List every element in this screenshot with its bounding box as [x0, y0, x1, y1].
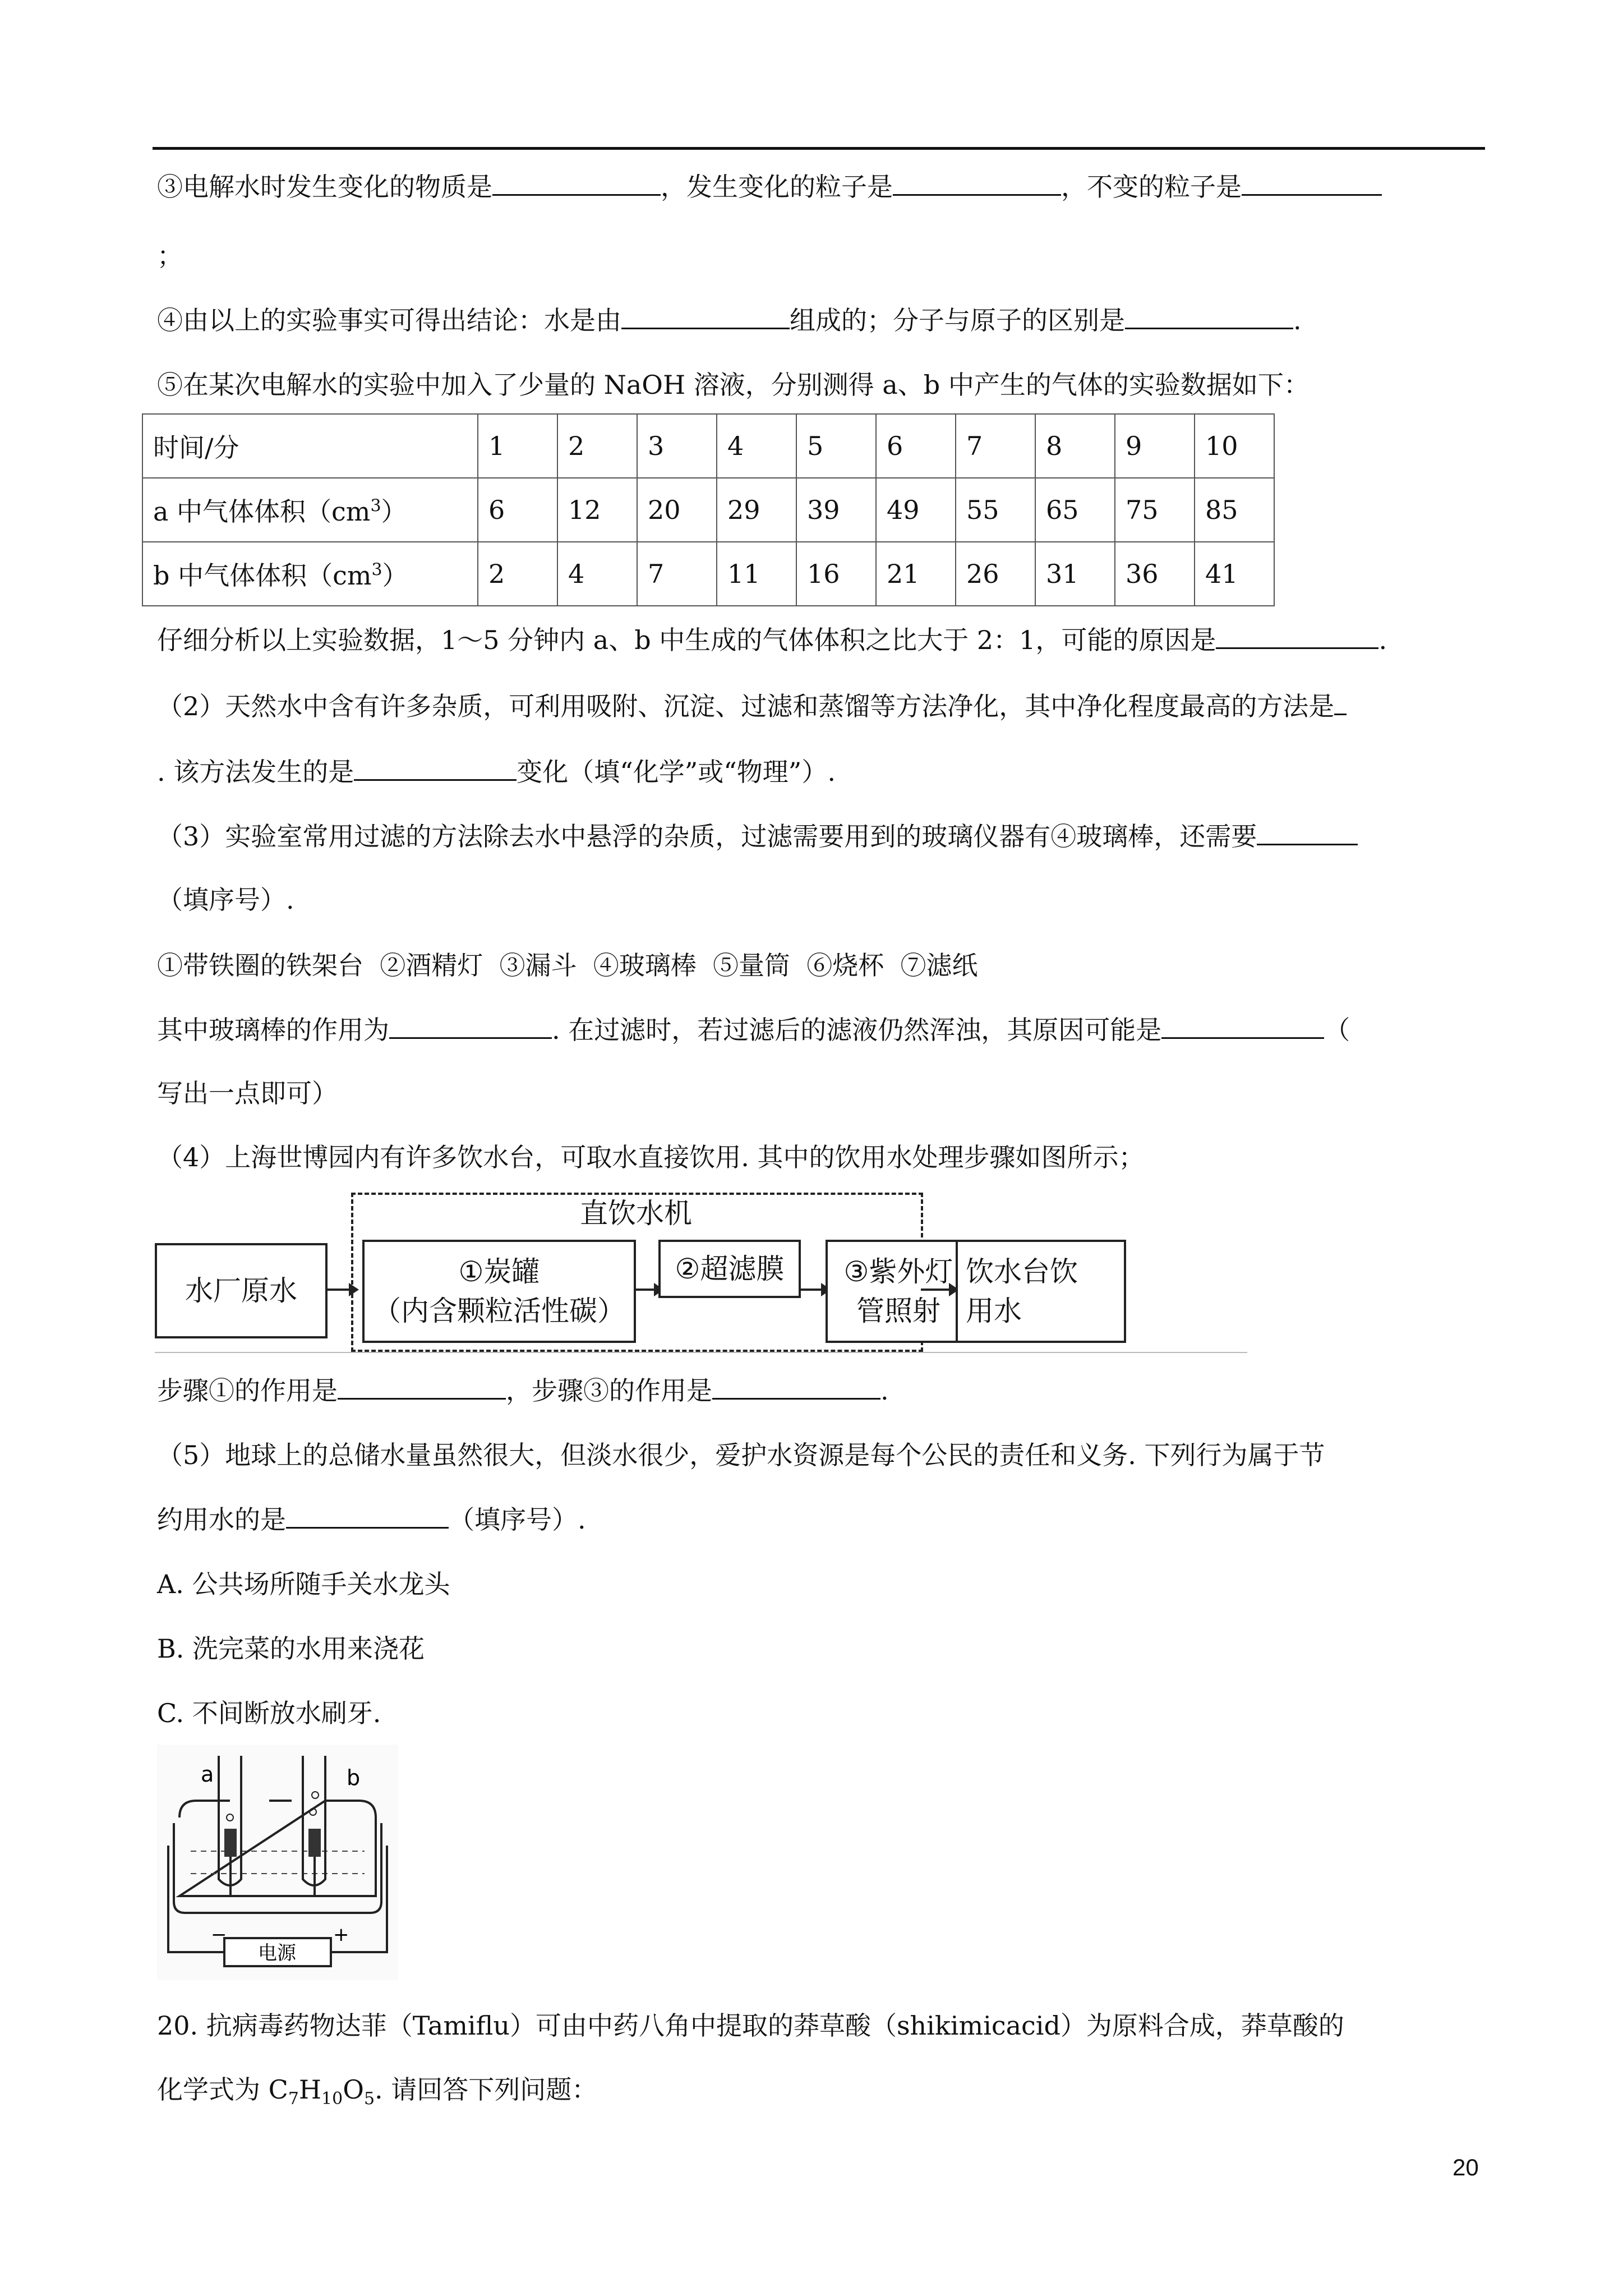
q4-text-a: ④由以上的实验事实可得出结论：水是由 [157, 305, 621, 335]
flow-arrow-icon [921, 1289, 951, 1291]
analysis-blank[interactable] [1216, 623, 1378, 649]
q20-sub-10: 10 [321, 2089, 343, 2109]
table-cell: 20 [637, 478, 717, 542]
row-b-label [142, 542, 478, 606]
p5-text-c: （填序号）. [449, 1504, 586, 1535]
flow-step-1 [362, 1240, 636, 1343]
analysis-line [157, 623, 1387, 657]
electrode-a-icon [224, 1829, 237, 1857]
table-cell: 75 [1115, 478, 1195, 542]
row-b-sup: 3 [371, 560, 382, 580]
q20-formula-c: 化学式为 C [157, 2074, 288, 2105]
p3-blank-1[interactable] [1257, 819, 1358, 845]
tube-b-label: b [347, 1765, 361, 1790]
p2-blank-2[interactable] [354, 754, 517, 781]
table-cell: 2 [478, 542, 557, 606]
table-cell: 21 [876, 542, 956, 606]
table-cell: 16 [796, 542, 876, 606]
p2-text-b: . 该方法发生的是 [157, 757, 354, 787]
flow-raw-label: 水厂原水 [185, 1274, 297, 1307]
q3-semicolon: ； [157, 241, 183, 271]
q3-blank-1[interactable] [492, 169, 661, 196]
p5-blank[interactable] [286, 1502, 449, 1529]
q20-line-2 [157, 2072, 597, 2116]
flow-arrow-icon [799, 1289, 823, 1291]
table-cell: 2 [557, 414, 637, 478]
table-cell: 时间/分 [142, 414, 478, 478]
table-cell: 4 [717, 414, 796, 478]
p2-blank-1[interactable] [1334, 689, 1347, 715]
flow-output-line-b: 用水 [966, 1295, 1022, 1327]
steps-blank-1[interactable] [338, 1373, 506, 1400]
table-cell: 7 [637, 542, 717, 606]
q5-text: ⑤在某次电解水的实验中加入了少量的 NaOH 溶液，分别测得 a、b 中产生的气体的实验数据如下： [157, 370, 1310, 400]
q3-text-b: ，发生变化的粒子是 [661, 172, 893, 202]
q3-line [157, 169, 1382, 204]
table-cell: 39 [796, 478, 876, 542]
row-b-label-text: b 中气体体积（cm [153, 560, 372, 591]
p5-option-c: C. 不间断放水刷牙. [157, 1698, 381, 1728]
table-cell: 10 [1195, 414, 1274, 478]
table-cell: 6 [876, 414, 956, 478]
p3-text-d: 其中玻璃棒的作用为 [157, 1015, 389, 1045]
p3-text-f: （ [1324, 1015, 1350, 1045]
q20-formula-h: H [298, 2074, 322, 2105]
power-supply-label: 电源 [258, 1942, 296, 1964]
p5-text-b: 约用水的是 [157, 1504, 286, 1535]
electrode-b-icon [308, 1829, 321, 1857]
p5-option-a: A. 公共场所随手关水龙头 [157, 1569, 450, 1599]
gas-volume-table [142, 413, 1275, 606]
table-header-row [142, 414, 1274, 478]
table-row-a [142, 478, 1274, 542]
p2-text-a: （2）天然水中含有许多杂质，可利用吸附、沉淀、过滤和蒸馏等方法净化，其中净化程度最高的方法是 [157, 691, 1335, 721]
flow-bottom-line [155, 1352, 1247, 1353]
table-cell: 41 [1195, 542, 1274, 606]
q4-blank-1[interactable] [621, 303, 790, 329]
table-cell: 11 [717, 542, 796, 606]
q20-sub-5: 5 [363, 2089, 375, 2109]
water-treatment-flowchart [155, 1188, 1247, 1354]
row-a-label [142, 478, 478, 542]
p3-text-b: （填序号）. [157, 885, 294, 915]
p5-option-b: B. 洗完菜的水用来浇花 [157, 1634, 425, 1664]
q3-blank-2[interactable] [893, 169, 1061, 196]
p2-line-2 [157, 754, 836, 789]
table-cell: 29 [717, 478, 796, 542]
flow-raw-water [155, 1243, 328, 1338]
table-cell: 85 [1195, 478, 1274, 542]
q20-formula-o: O [343, 2074, 364, 2105]
q3-text-c: ，不变的粒子是 [1061, 172, 1242, 202]
q4-text-b: 组成的；分子与原子的区别是 [790, 305, 1125, 335]
row-a-label-text: a 中气体体积（cm [153, 496, 371, 527]
analysis-text: 仔细分析以上实验数据，1～5 分钟内 a、b 中生成的气体体积之比大于 2：1，可能的原因是 [157, 625, 1216, 655]
steps-text-b: ，步骤③的作用是 [506, 1375, 712, 1406]
steps-blank-2[interactable] [712, 1373, 880, 1400]
table-cell: 26 [956, 542, 1035, 606]
header-rule [153, 147, 1485, 150]
flow-step-2-label: ②超滤膜 [675, 1253, 785, 1285]
q20-sub-7: 7 [288, 2089, 299, 2109]
steps-line [157, 1373, 889, 1408]
electrolysis-apparatus-diagram [157, 1745, 398, 1980]
q20-text-a: 20. 抗病毒药物达菲（Tamiflu）可由中药八角中提取的莽草酸（shikimicacid）为原料合成，莽草酸的 [157, 2010, 1344, 2041]
flow-output-line-a: 饮水台饮 [966, 1255, 1078, 1288]
table-row-b [142, 542, 1274, 606]
steps-text-c: . [880, 1375, 889, 1406]
flow-arrow-icon [634, 1289, 656, 1291]
p3-line-1 [157, 819, 1358, 854]
steps-text-a: 步骤①的作用是 [157, 1375, 338, 1406]
p3-line-4 [157, 1013, 1350, 1047]
table-cell: 4 [557, 542, 637, 606]
plus-sign: + [333, 1924, 349, 1946]
page-number: 20 [1453, 2154, 1479, 2180]
p3-blank-2[interactable] [389, 1013, 552, 1039]
p3-text-a: （3）实验室常用过滤的方法除去水中悬浮的杂质，过滤需要用到的玻璃仪器有④玻璃棒，还需要 [157, 821, 1257, 852]
table-cell: 12 [557, 478, 637, 542]
flow-step-3-line-b: 管照射 [856, 1295, 940, 1327]
table-cell: 7 [956, 414, 1035, 478]
tube-a-label: a [201, 1762, 214, 1787]
p5-text-a: （5）地球上的总储水量虽然很大，但淡水很少，爱护水资源是每个公民的责任和义务. 下列行为属于节 [157, 1440, 1325, 1470]
table-cell: 31 [1035, 542, 1115, 606]
minus-sign: − [211, 1924, 227, 1946]
p4-text: （4）上海世博园内有许多饮水台，可取水直接饮用. 其中的饮用水处理步骤如图所示； [157, 1142, 1145, 1172]
row-a-sup: 3 [370, 496, 381, 516]
flow-output [956, 1240, 1126, 1343]
table-cell: 36 [1115, 542, 1195, 606]
table-cell: 3 [637, 414, 717, 478]
table-cell: 1 [478, 414, 557, 478]
flow-step-2 [658, 1240, 801, 1298]
table-cell: 65 [1035, 478, 1115, 542]
p3-text-e: . 在过滤时，若过滤后的滤液仍然浑浊，其原因可能是 [552, 1015, 1162, 1045]
p2-line-1 [157, 689, 1347, 724]
q20-text-c: . 请回答下列问题： [375, 2074, 598, 2105]
flow-step-3-line-a: ③紫外灯 [843, 1255, 953, 1288]
row-a-close: ） [381, 496, 407, 527]
p2-text-c: 变化（填“化学”或“物理”）. [517, 757, 836, 787]
table-cell: 8 [1035, 414, 1115, 478]
p3-options: ①带铁圈的铁架台 ②酒精灯 ③漏斗 ④玻璃棒 ⑤量筒 ⑥烧杯 ⑦滤纸 [157, 950, 978, 981]
table-cell: 9 [1115, 414, 1195, 478]
table-cell: 49 [876, 478, 956, 542]
table-cell: 5 [796, 414, 876, 478]
flow-step-1-line-b: （内含颗粒活性碳） [373, 1295, 625, 1327]
q4-line [157, 303, 1302, 338]
q4-blank-2[interactable] [1125, 303, 1293, 329]
flow-machine-label: 直饮水机 [580, 1197, 692, 1230]
q4-text-c: . [1293, 305, 1302, 335]
flow-arrow-icon [325, 1289, 351, 1291]
p3-blank-3[interactable] [1161, 1013, 1324, 1039]
table-cell: 55 [956, 478, 1035, 542]
analysis-end: . [1378, 625, 1387, 655]
p5-line-2 [157, 1502, 586, 1537]
flow-step-1-line-a: ①炭罐 [458, 1255, 540, 1288]
table-cell: 6 [478, 478, 557, 542]
q3-blank-3[interactable] [1242, 169, 1382, 196]
q3-text-a: ③电解水时发生变化的物质是 [157, 172, 492, 202]
p3-text-g: 写出一点即可） [157, 1078, 338, 1108]
row-b-close: ） [382, 560, 408, 591]
